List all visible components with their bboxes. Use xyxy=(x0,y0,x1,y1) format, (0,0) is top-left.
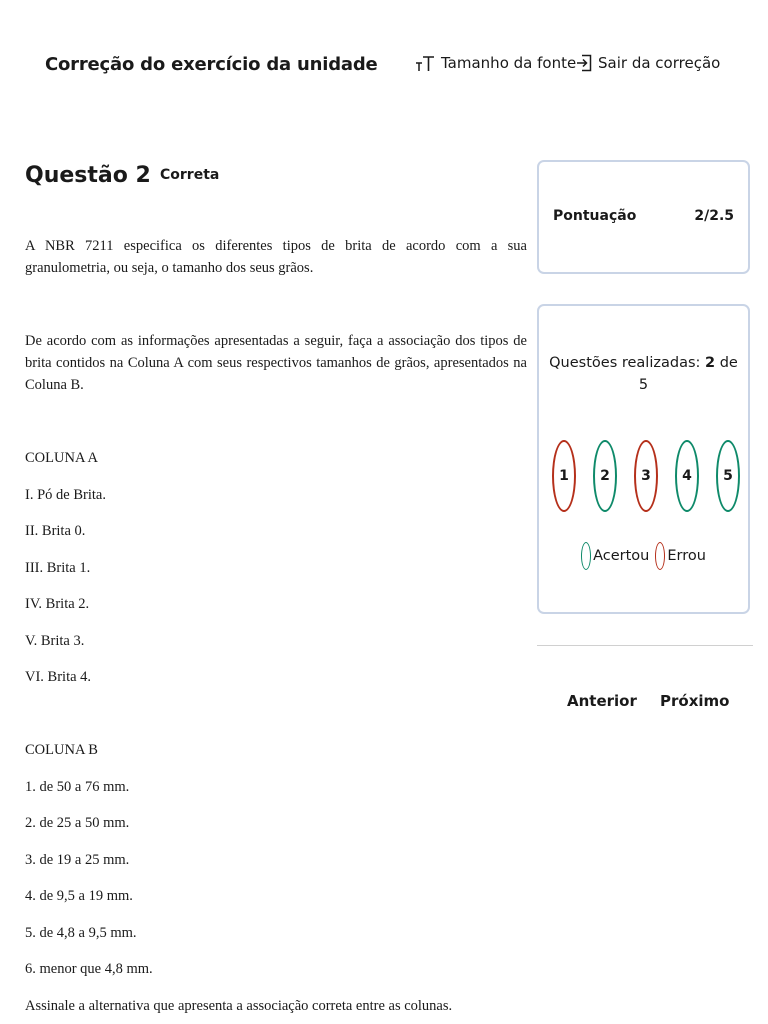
question-content xyxy=(25,235,527,1017)
column-a-item: IV. Brita 2. xyxy=(25,596,90,612)
column-b-item: 2. de 25 a 50 mm. xyxy=(25,815,130,831)
divider xyxy=(537,645,753,646)
exit-correction-label: Sair da correção xyxy=(598,54,721,72)
question-status: Correta xyxy=(160,167,220,183)
score-value: 2/2.5 xyxy=(694,208,734,224)
question-marker-2[interactable]: 2 xyxy=(593,440,617,512)
font-size-label: Tamanho da fonte xyxy=(441,54,577,72)
column-a-item: II. Brita 0. xyxy=(25,523,86,539)
question-marker-3[interactable]: 3 xyxy=(634,440,658,512)
column-b-item: 1. de 50 a 76 mm. xyxy=(25,778,130,795)
question-marker-4[interactable]: 4 xyxy=(675,440,699,512)
column-a-heading: COLUNA A xyxy=(25,450,98,466)
previous-button[interactable]: Anterior xyxy=(567,692,637,710)
legend xyxy=(539,542,748,570)
page-title: Correção do exercício da unidade xyxy=(45,54,378,75)
question-marker-1[interactable]: 1 xyxy=(552,440,576,512)
question-marker-5[interactable]: 5 xyxy=(716,440,740,512)
question-title: Questão 2 xyxy=(25,163,151,188)
wrong-marker-icon xyxy=(655,542,665,570)
questions-done-count: 2 xyxy=(705,355,716,371)
question-prompt: Assinale a alternativa que apresenta a associação correta entre as colunas. xyxy=(25,997,453,1014)
questions-done-text xyxy=(549,352,738,396)
font-size-icon xyxy=(415,54,435,72)
column-a-item: VI. Brita 4. xyxy=(25,669,92,685)
column-a-item: III. Brita 1. xyxy=(25,559,91,576)
column-b-item: 4. de 9,5 a 19 mm. xyxy=(25,888,133,904)
column-b-item: 5. de 4,8 a 9,5 mm. xyxy=(25,924,137,941)
column-b-item: 3. de 19 a 25 mm. xyxy=(25,851,130,868)
exit-correction-button[interactable] xyxy=(576,54,720,72)
column-b-item: 6. menor que 4,8 mm. xyxy=(25,961,153,977)
column-a-item: V. Brita 3. xyxy=(25,632,85,649)
questions-total: 5 xyxy=(638,377,649,393)
column-b-heading: COLUNA B xyxy=(25,742,98,758)
question-paragraph: A NBR 7211 especifica os diferentes tipos de brita de acordo com a sua granulometria, ou seja, o tamanho dos seus grãos. xyxy=(25,238,527,276)
questions-of-label: de xyxy=(719,355,738,371)
question-navigator xyxy=(552,440,740,512)
exit-icon xyxy=(576,54,592,72)
correct-marker-icon xyxy=(581,542,591,570)
next-button[interactable]: Próximo xyxy=(660,692,730,710)
score-label: Pontuação xyxy=(553,208,637,224)
score-card xyxy=(537,160,750,274)
font-size-button[interactable] xyxy=(415,54,576,72)
column-a-item: I. Pó de Brita. xyxy=(25,486,106,503)
progress-card xyxy=(537,304,750,614)
legend-correct: Acertou xyxy=(593,548,650,564)
questions-done-label: Questões realizadas: xyxy=(549,355,701,371)
legend-wrong: Errou xyxy=(667,548,706,564)
question-paragraph: De acordo com as informações apresentadas a seguir, faça a associação dos tipos de brita contidos na Coluna A com seus respectivos tamanhos de grãos, apresentados na Coluna B. xyxy=(25,333,527,393)
